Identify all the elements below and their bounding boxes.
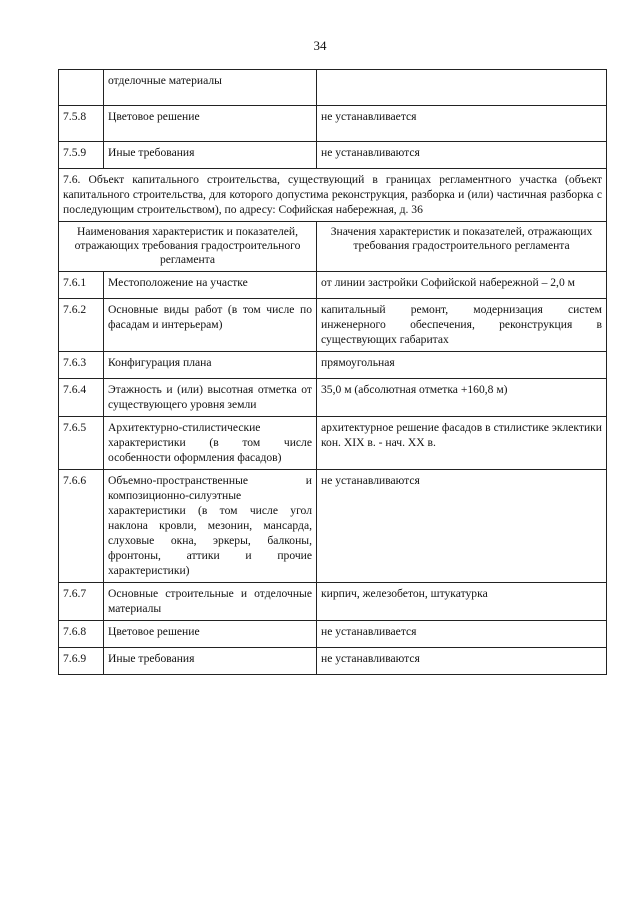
characteristic-value: не устанавливаются bbox=[317, 470, 607, 583]
table-row bbox=[59, 299, 607, 352]
row-number bbox=[59, 70, 104, 106]
table-row bbox=[59, 621, 607, 648]
characteristic-name: Местоположение на участке bbox=[104, 272, 317, 299]
characteristic-value: не устанавливаются bbox=[317, 648, 607, 675]
table-row bbox=[59, 648, 607, 675]
characteristic-value: прямоугольная bbox=[317, 352, 607, 379]
characteristic-value: 35,0 м (абсолютная отметка +160,8 м) bbox=[317, 379, 607, 417]
characteristic-value: архитектурное решение фасадов в стилистике эклектики кон. XIX в. - нач. XX в. bbox=[317, 417, 607, 470]
table-header-row bbox=[59, 222, 607, 272]
characteristic-value: не устанавливается bbox=[317, 621, 607, 648]
section-title-row bbox=[59, 169, 607, 222]
characteristic-value: кирпич, железобетон, штукатурка bbox=[317, 583, 607, 621]
table-row bbox=[59, 70, 607, 106]
table-row bbox=[59, 379, 607, 417]
table-row bbox=[59, 352, 607, 379]
table-row bbox=[59, 142, 607, 169]
characteristic-name: Объемно-пространственные и композиционно-силуэтные характеристики (в том числе угол наклона кровли, мезонин, мансарда, слуховые окна, эркеры, балконы, фронтоны, аттики и прочие характеристики) bbox=[104, 470, 317, 583]
characteristic-name: отделочные материалы bbox=[104, 70, 317, 106]
characteristic-value bbox=[317, 70, 607, 106]
page-number: 34 bbox=[313, 38, 327, 53]
table-row bbox=[59, 583, 607, 621]
row-number: 7.6.4 bbox=[59, 379, 104, 417]
characteristic-value: не устанавливаются bbox=[317, 142, 607, 169]
regulation-table bbox=[58, 69, 607, 675]
characteristic-name: Архитектурно-стилистические характеристики (в том числе особенности оформления фасадов) bbox=[104, 417, 317, 470]
row-number: 7.6.2 bbox=[59, 299, 104, 352]
row-number: 7.6.5 bbox=[59, 417, 104, 470]
characteristic-name: Иные требования bbox=[104, 142, 317, 169]
table-row bbox=[59, 470, 607, 583]
characteristic-value: капитальный ремонт, модернизация систем инженерного обеспечения, реконструкция в существующих габаритах bbox=[317, 299, 607, 352]
row-number: 7.6.7 bbox=[59, 583, 104, 621]
characteristic-value: от линии застройки Софийской набережной – 2,0 м bbox=[317, 272, 607, 299]
table-row bbox=[59, 417, 607, 470]
characteristic-name: Цветовое решение bbox=[104, 621, 317, 648]
table-row bbox=[59, 272, 607, 299]
characteristic-name: Цветовое решение bbox=[104, 106, 317, 142]
row-number: 7.6.8 bbox=[59, 621, 104, 648]
section-title: 7.6. Объект капитального строительства, существующий в границах регламентного участка (объект капитального строительства, для которого допустима реконструкция, разборка и (или) частичная разборка с последующим строительством), по адресу: Софийская набережная, д. 36 bbox=[59, 169, 607, 222]
row-number: 7.5.9 bbox=[59, 142, 104, 169]
characteristic-name: Основные строительные и отделочные материалы bbox=[104, 583, 317, 621]
characteristic-name: Конфигурация плана bbox=[104, 352, 317, 379]
table-row bbox=[59, 106, 607, 142]
header-values-column: Значения характеристик и показателей, отражающих требования градостроительного регламента bbox=[317, 222, 607, 272]
characteristic-name: Основные виды работ (в том числе по фасадам и интерьерам) bbox=[104, 299, 317, 352]
row-number: 7.6.6 bbox=[59, 470, 104, 583]
row-number: 7.6.1 bbox=[59, 272, 104, 299]
characteristic-value: не устанавливается bbox=[317, 106, 607, 142]
row-number: 7.6.3 bbox=[59, 352, 104, 379]
header-names-column: Наименования характеристик и показателей, отражающих требования градостроительного регламента bbox=[59, 222, 317, 272]
row-number: 7.5.8 bbox=[59, 106, 104, 142]
row-number: 7.6.9 bbox=[59, 648, 104, 675]
characteristic-name: Этажность и (или) высотная отметка от существующего уровня земли bbox=[104, 379, 317, 417]
characteristic-name: Иные требования bbox=[104, 648, 317, 675]
